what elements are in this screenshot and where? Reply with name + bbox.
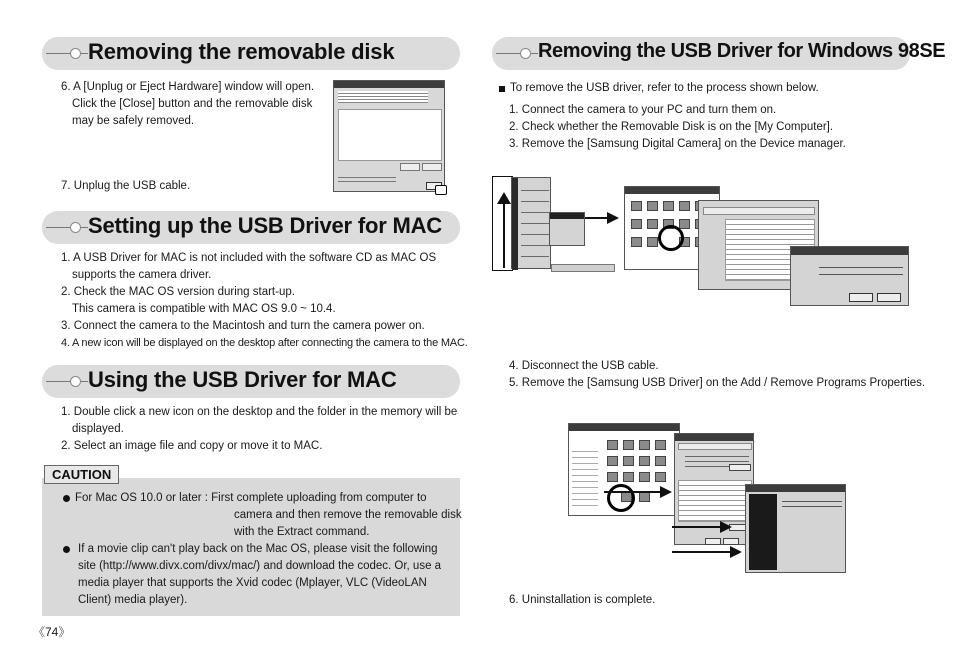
section-title: Using the USB Driver for MAC <box>88 367 397 392</box>
wizard-graphic <box>749 494 777 570</box>
caution-text: Client) media player). <box>78 594 188 606</box>
confirm-removal-dialog-screenshot <box>790 246 909 306</box>
cancel-button <box>723 538 739 545</box>
highlighted-item <box>550 213 584 219</box>
caution-text: If a movie clip can't play back on the Mac OS, please visit the following <box>78 543 438 555</box>
cancel-button <box>877 293 901 302</box>
step-text: 3. Remove the [Samsung Digital Camera] on the Device manager. <box>509 138 846 150</box>
window-text-lines <box>338 91 428 103</box>
caution-text: For Mac OS 10.0 or later : First complete uploading from computer to <box>75 492 427 504</box>
page-number: 《74》 <box>33 625 71 639</box>
window-titlebar <box>746 485 845 492</box>
start-menu-items <box>521 182 549 266</box>
dialog-text-lines <box>819 261 903 277</box>
header-bullet-icon <box>520 48 531 59</box>
install-button <box>729 464 751 471</box>
device-list-pane <box>338 109 442 161</box>
highlight-circle <box>607 484 635 512</box>
window-titlebar <box>334 81 444 88</box>
arrow-line <box>672 526 722 528</box>
step-text: 4. A new icon will be displayed on the desktop after connecting the camera to the MAC. <box>61 337 468 349</box>
step-text: 1. Connect the camera to your PC and turn them on. <box>509 104 777 116</box>
step-text: This camera is compatible with MAC OS 9.0 ~ 10.4. <box>72 303 336 315</box>
window-titlebar <box>625 187 719 194</box>
step-text: Click the [Close] button and the removable disk <box>72 98 313 110</box>
window-titlebar <box>569 424 679 431</box>
caution-text: with the Extract command. <box>234 526 370 538</box>
step-text: may be safely removed. <box>72 115 195 127</box>
highlight-circle <box>658 225 684 251</box>
step-text: 7. Unplug the USB cable. <box>61 180 191 192</box>
caution-text: media player that supports the Xvid codec (Mplayer, VLC (VideoLAN <box>78 577 427 589</box>
caution-text: camera and then remove the removable disk <box>234 509 462 521</box>
header-line <box>46 53 88 54</box>
stop-button <box>422 163 442 171</box>
up-arrow-head-icon <box>497 192 511 204</box>
header-using-mac <box>42 365 460 398</box>
ok-button <box>849 293 873 302</box>
header-bullet-icon <box>70 48 81 59</box>
section-title: Removing the USB Driver for Windows 98SE <box>538 40 946 62</box>
properties-button <box>400 163 420 171</box>
right-arrow-icon <box>660 486 672 498</box>
header-setup-mac <box>42 211 460 244</box>
bullet-icon <box>63 495 70 502</box>
caution-label: CAUTION <box>44 465 119 484</box>
section-title: Removing the removable disk <box>88 39 395 64</box>
start-menu-sidebar <box>512 178 518 270</box>
right-arrow-icon <box>730 546 742 558</box>
step-text: supports the camera driver. <box>72 269 212 281</box>
program-list-pane <box>678 480 752 522</box>
caution-text: site (http://www.divx.com/divx/mac/) and download the codec. Or, use a <box>78 560 442 572</box>
control-panel-window-screenshot <box>568 423 680 516</box>
window-titlebar <box>675 434 753 441</box>
unplug-eject-window-screenshot <box>333 80 445 192</box>
header-line <box>46 381 88 382</box>
add-remove-programs-window-screenshot <box>674 433 754 545</box>
right-arrow-icon <box>607 212 619 224</box>
arrow-line <box>604 491 662 493</box>
window-titlebar <box>791 247 908 255</box>
step-text: 2. Check whether the Removable Disk is on the [My Computer]. <box>509 121 834 133</box>
hand-cursor-icon <box>435 185 447 195</box>
wizard-text-lines <box>782 497 842 509</box>
step-text: 2. Check the MAC OS version during start-up. <box>61 286 295 298</box>
header-line <box>46 227 88 228</box>
section-title: Setting up the USB Driver for MAC <box>88 213 442 238</box>
header-bullet-icon <box>70 222 81 233</box>
ok-button <box>705 538 721 545</box>
step-text: 5. Remove the [Samsung USB Driver] on the Add / Remove Programs Properties. <box>509 377 926 389</box>
settings-submenu <box>549 212 585 246</box>
up-arrow-line <box>503 200 505 268</box>
intro-text: To remove the USB driver, refer to the process shown below. <box>510 82 819 94</box>
uninstall-complete-window-screenshot <box>745 484 846 573</box>
tab-strip <box>703 207 815 215</box>
step-text: 2. Select an image file and copy or move it to MAC. <box>61 440 323 452</box>
square-bullet-icon <box>499 86 505 92</box>
start-menu-screenshot <box>511 177 551 269</box>
taskbar <box>551 264 615 272</box>
step-text: 3. Connect the camera to the Macintosh and turn the camera power on. <box>61 320 425 332</box>
step-text: 6. A [Unplug or Eject Hardware] window will open. <box>61 81 315 93</box>
step-text: displayed. <box>72 423 124 435</box>
bullet-icon <box>63 546 70 553</box>
step-text: 1. Double click a new icon on the desktop and the folder in the memory will be <box>61 406 458 418</box>
step-text: 4. Disconnect the USB cable. <box>509 360 659 372</box>
step-text: 1. A USB Driver for MAC is not included with the software CD as MAC OS <box>61 252 437 264</box>
header-bullet-icon <box>70 376 81 387</box>
right-arrow-icon <box>720 521 732 533</box>
arrow-line <box>672 551 732 553</box>
control-panel-sidebar <box>572 446 598 506</box>
tab-strip <box>678 443 752 450</box>
step-text: 6. Uninstallation is complete. <box>509 594 656 606</box>
header-removable-disk <box>42 37 460 70</box>
header-remove-usb-driver <box>492 37 946 70</box>
option-lines <box>338 174 396 184</box>
header-line <box>496 53 538 54</box>
